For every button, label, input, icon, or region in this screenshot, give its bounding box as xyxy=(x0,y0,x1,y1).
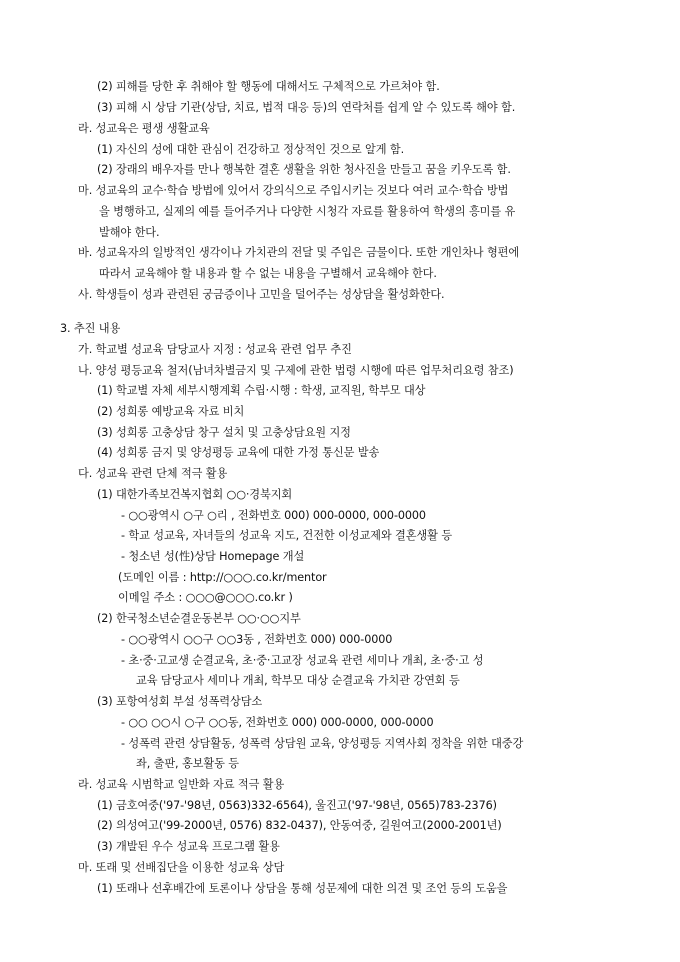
text-line: - ○○광역시 ○구 ○리 , 전화번호 000) 000-0000, 000-0000 xyxy=(121,509,426,522)
text-line: 교육 담당교사 세미나 개최, 학부모 대상 순결교육 가치관 강연회 등 xyxy=(136,674,460,687)
text-line: 따라서 교육해야 할 내용과 할 수 없는 내용을 구별해서 교육해야 한다. xyxy=(99,267,437,280)
text-line: (3) 개발된 우수 성교육 프로그램 활용 xyxy=(97,840,280,853)
section-heading: 사. 학생들이 성과 관련된 궁금증이나 고민을 덜어주는 성상담을 활성화한다. xyxy=(78,288,445,301)
text-line: 발해야 한다. xyxy=(99,226,160,239)
text-line: (4) 성희롱 금지 및 양성평등 교육에 대한 가정 통신문 발송 xyxy=(97,446,380,459)
section-heading: 가. 학교별 성교육 담당교사 지정 : 성교육 관련 업무 추진 xyxy=(78,343,352,356)
section-heading: 다. 성교육 관련 단체 적극 활용 xyxy=(78,467,228,480)
text-line: (도메인 이름 : http://○○○.co.kr/mentor xyxy=(118,571,327,584)
section-heading: 라. 성교육 시범학교 일반화 자료 적극 활용 xyxy=(78,778,285,791)
chapter-heading: 3. 추진 내용 xyxy=(60,322,121,335)
section-heading: 마. 성교육의 교수·학습 방법에 있어서 강의식으로 주입시키는 것보다 여러 교수·학습 방법 xyxy=(78,184,509,197)
text-line: - ○○ ○○시 ○구 ○○동, 전화번호 000) 000-0000, 000-0000 xyxy=(121,716,434,729)
text-line: (3) 피해 시 상담 기관(상담, 치료, 법적 대응 등)의 연락처를 쉽게 알 수 있도록 해야 함. xyxy=(97,101,516,114)
text-line: - 청소년 성(性)상담 Homepage 개설 xyxy=(121,550,305,563)
text-line: (1) 학교별 자체 세부시행계획 수립·시행 : 학생, 교직원, 학부모 대상 xyxy=(97,384,426,397)
text-line: (2) 의성여고('99-2000년, 0576) 832-0437), 안동여중, 길원여고(2000-2001년) xyxy=(97,819,502,832)
text-line: (2) 피해를 당한 후 취해야 할 행동에 대해서도 구체적으로 가르쳐야 함. xyxy=(97,80,440,93)
text-line: (3) 포항여성회 부설 성폭력상담소 xyxy=(97,695,263,708)
text-line: (3) 성희롱 고충상담 창구 설치 및 고충상담요원 지정 xyxy=(97,426,351,439)
section-heading: 나. 양성 평등교육 철저(남녀차별금지 및 구제에 관한 법령 시행에 따른 업무처리요령 참조) xyxy=(78,364,514,377)
section-heading: 마. 또래 및 선배집단을 이용한 성교육 상담 xyxy=(78,861,285,874)
section-heading: 바. 성교육자의 일방적인 생각이나 가치관의 전달 및 주입은 금물이다. 또한 개인차나 형편에 xyxy=(78,246,520,259)
text-line: 좌, 출판, 홍보활동 등 xyxy=(136,757,239,770)
text-line: (1) 대한가족보건복지협회 ○○·경북지회 xyxy=(97,488,293,501)
text-line: (1) 자신의 성에 대한 관심이 건강하고 정상적인 것으로 알게 함. xyxy=(97,143,405,156)
text-line: (1) 금호여중('97-'98년, 0563)332-6564), 울진고('97-'98년, 0565)783-2376) xyxy=(97,799,497,812)
text-line: (2) 성희롱 예방교육 자료 비치 xyxy=(97,405,245,418)
text-line: - 학교 성교육, 자녀들의 성교육 지도, 건전한 이성교제와 결혼생활 등 xyxy=(121,529,453,542)
section-heading: 라. 성교육은 평생 생활교육 xyxy=(78,122,210,135)
text-line: (1) 또래나 선후배간에 토론이나 상담을 통해 성문제에 대한 의견 및 조언 등의 도움을 xyxy=(97,882,508,895)
text-line: 을 병행하고, 실제의 예를 들어주거나 다양한 시청각 자료를 활용하여 학생의 흥미를 유 xyxy=(99,205,516,218)
text-line: (2) 한국청소년순결운동본부 ○○·○○지부 xyxy=(97,612,301,625)
text-line: (2) 장래의 배우자를 만나 행복한 결혼 생활을 위한 청사진을 만들고 꿈을 키우도록 함. xyxy=(97,163,511,176)
text-line: - 성폭력 관련 상담활동, 성폭력 상담원 교육, 양성평등 지역사회 정착을 위한 대중강 xyxy=(121,737,524,750)
text-line: - ○○광역시 ○○구 ○○3동 , 전화번호 000) 000-0000 xyxy=(121,633,393,646)
text-line: 이메일 주소 : ○○○@○○○.co.kr ) xyxy=(118,591,293,604)
text-line: - 초·중·고교생 순결교육, 초·중·고교장 성교육 관련 세미나 개최, 초·중·고 성 xyxy=(121,654,484,667)
